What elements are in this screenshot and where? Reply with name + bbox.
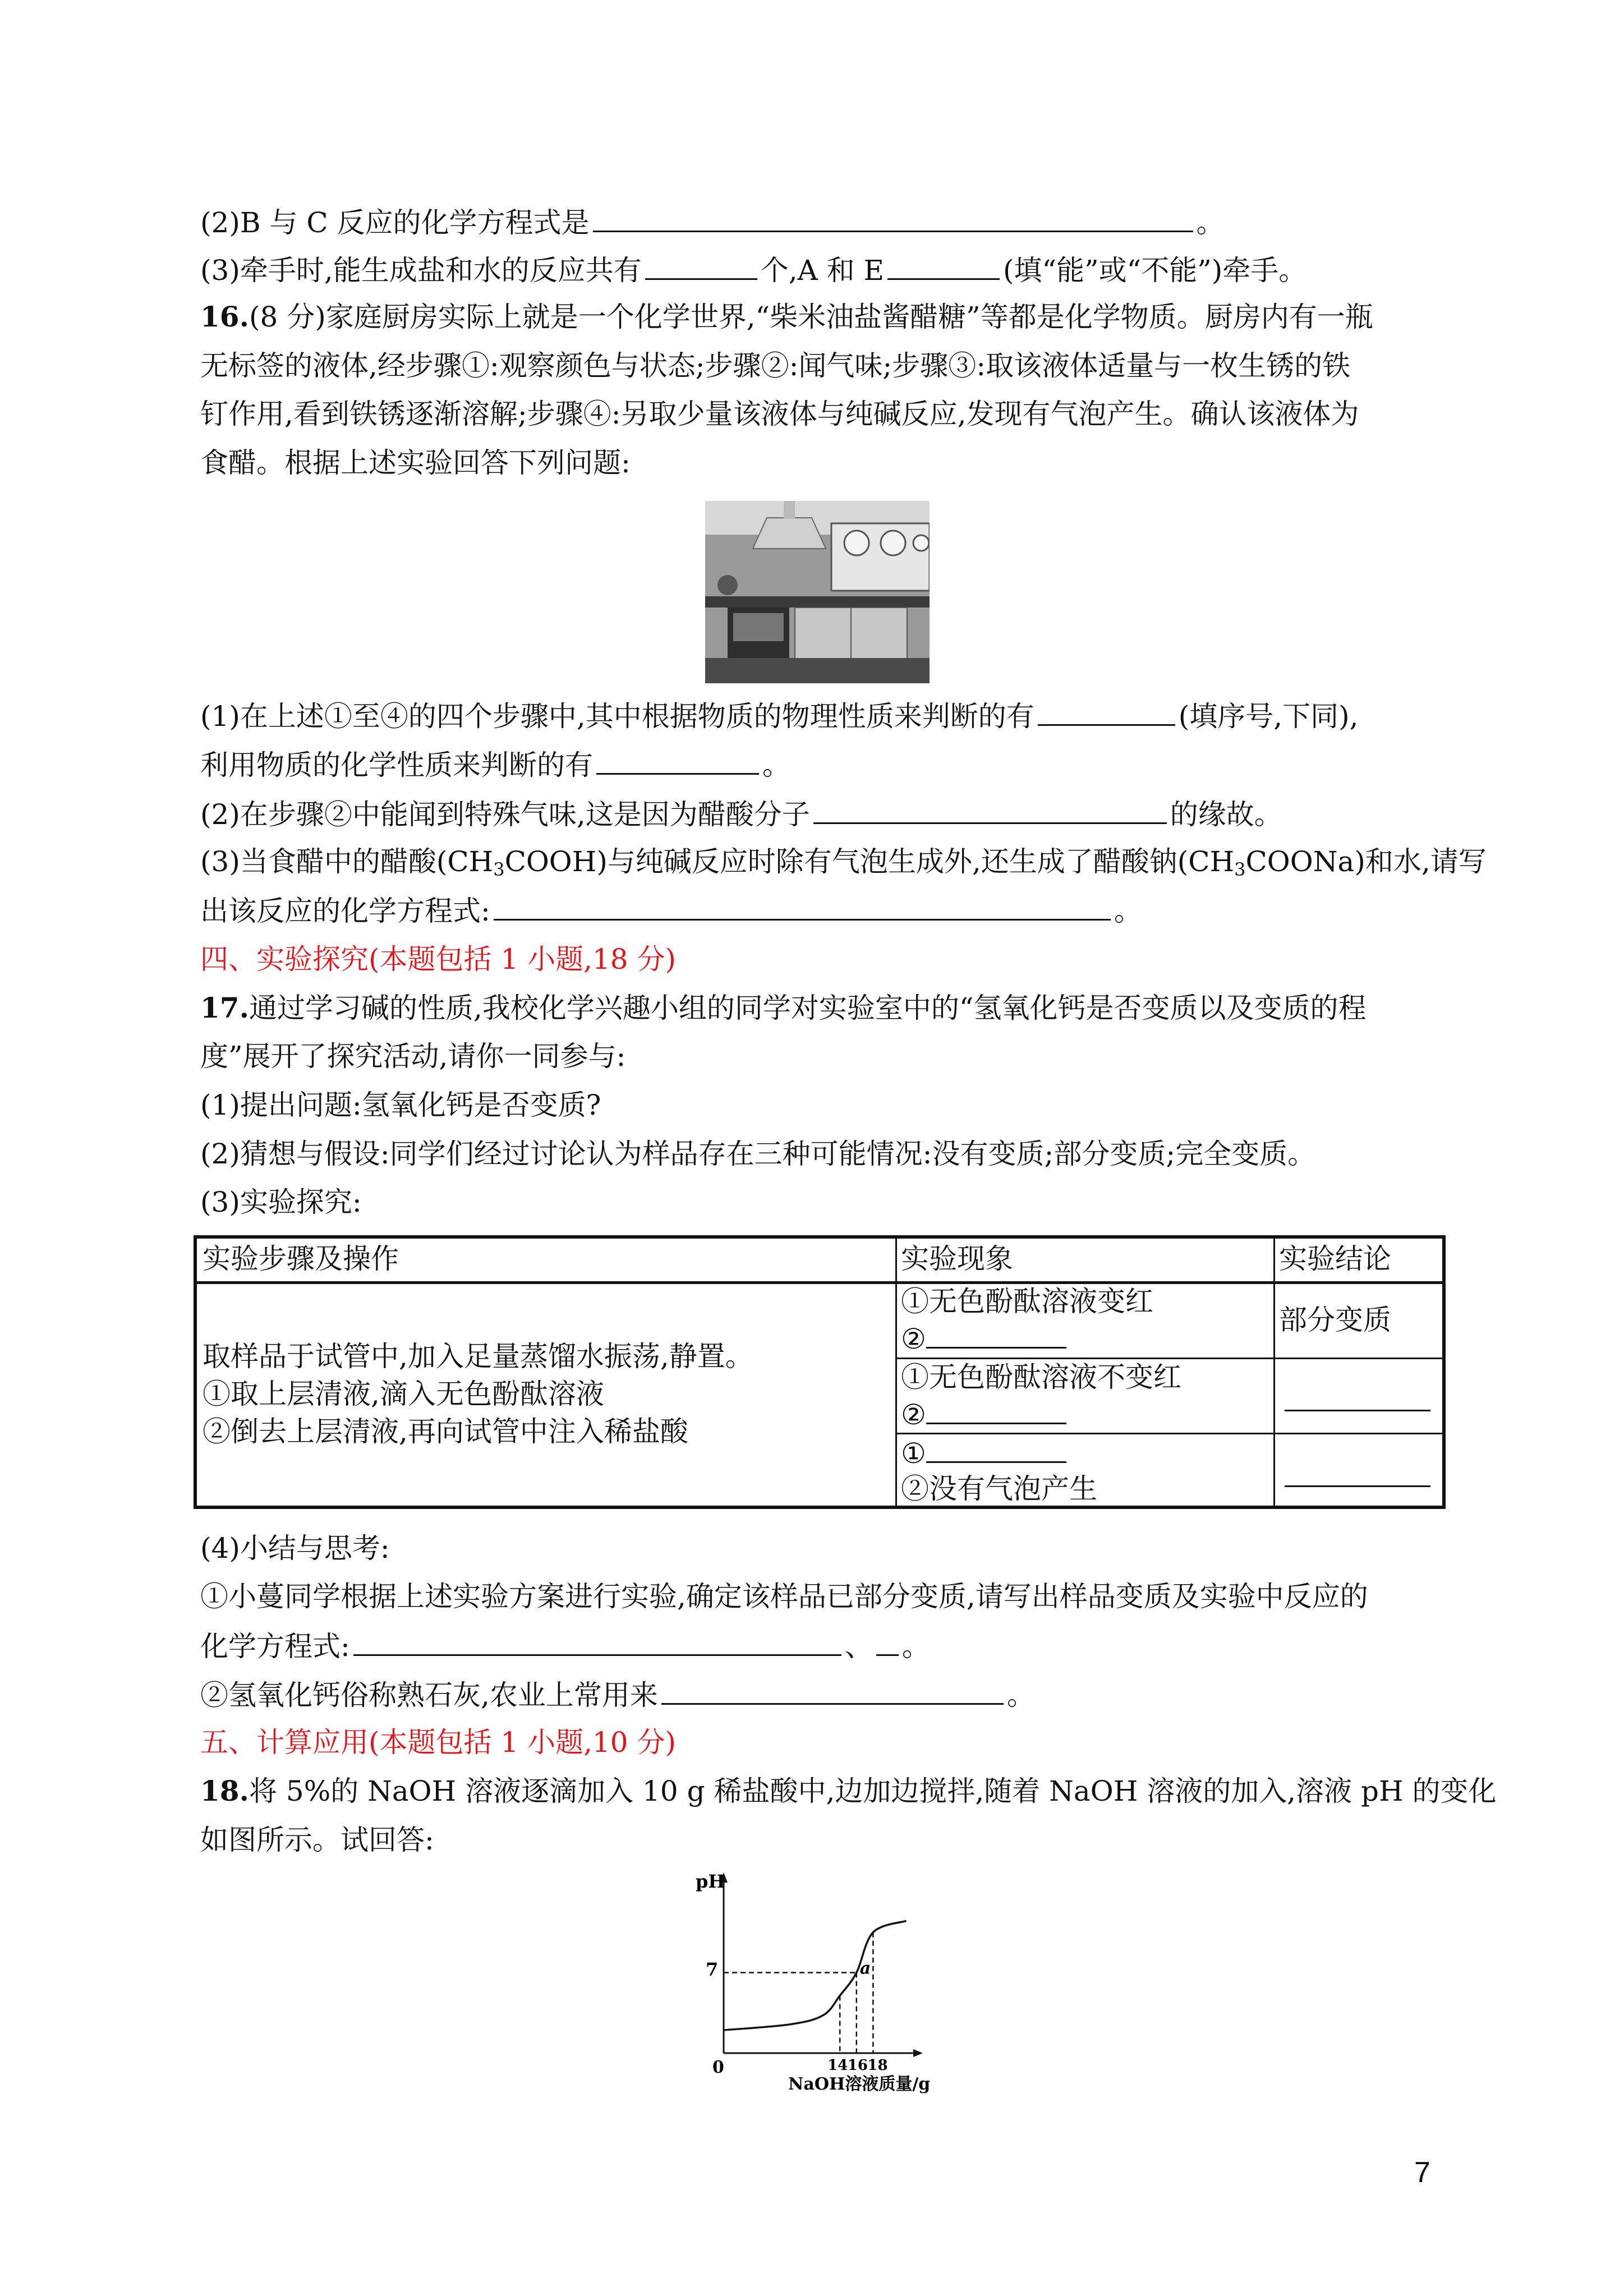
q16-sub3-end: 。 (1114, 895, 1142, 927)
table-header-observation: 实验现象 (901, 1243, 1013, 1275)
table-step-2: ①取上层清液,滴入无色酚酞溶液 (203, 1378, 604, 1410)
q17-p4: (4)小结与思考: (200, 1532, 390, 1565)
question-number: 17. (200, 991, 249, 1024)
q15-sub3-text-b: 个,A 和 E (760, 254, 885, 287)
ph-chart-svg (673, 1862, 954, 2104)
table-step-1: 取样品于试管中,加入足量蒸馏水振荡,静置。 (203, 1340, 753, 1373)
q16-sub1-a (200, 698, 1359, 733)
q16-intro-4: 食醋。根据上述实验回答下列问题: (200, 447, 631, 479)
q18-intro-2: 如图所示。试回答: (200, 1824, 434, 1856)
q16-sub3-d (200, 893, 1142, 928)
q16-sub3-text-b: COOH)与纯碱反应时除有气泡生成外,还生成了醋酸钠(CH (504, 845, 1235, 878)
ph-chart (673, 1862, 954, 2104)
kitchen-illustration (705, 501, 930, 683)
q18-intro-text: 将 5%的 NaOH 溶液逐滴加入 10 g 稀盐酸中,边加边搅拌,随着 NaOH 溶液的加入,溶液 pH 的变化 (249, 1775, 1497, 1807)
q16-intro-text: (8 分)家庭厨房实际上就是一个化学世界,“柴米油盐酱醋糖”等都是化学物质。厨房内有一瓶 (249, 301, 1373, 333)
answer-blank[interactable] (813, 797, 1167, 824)
q17-p4-2-text: ②氢氧化钙俗称熟石灰,农业上常用来 (200, 1679, 658, 1711)
row2-observation-2-label: ② (901, 1398, 926, 1431)
row2-observation-2 (901, 1397, 1066, 1432)
table-divider (895, 1239, 897, 1506)
q17-p4-1-separator: 、 (844, 1630, 873, 1663)
q16-sub3-text-a: (3)当食醋中的醋酸(CH (200, 845, 494, 878)
y-axis-label: pH (696, 1871, 725, 1892)
q16-sub1-text-c: 利用物质的化学性质来判断的有 (200, 749, 593, 781)
answer-blank[interactable] (926, 1435, 1066, 1463)
q17-intro-text: 通过学习碱的性质,我校化学兴趣小组的同学对实验室中的“氢氧化钙是否变质以及变质的程 (249, 992, 1367, 1024)
q17-p4-1-end: 。 (901, 1630, 930, 1663)
table-header-steps: 实验步骤及操作 (203, 1243, 399, 1275)
x-tick-14: 14 (827, 2057, 848, 2074)
answer-blank[interactable] (926, 1397, 1066, 1424)
q16-intro-2: 无标签的液体,经步骤①:观察颜色与状态;步骤②:闻气味;步骤③:取该液体适量与一枚生锈的铁 (200, 349, 1351, 382)
answer-blank[interactable] (876, 1628, 899, 1656)
q16-sub1-text-b: (填序号,下同), (1178, 700, 1359, 733)
point-a-label: a (859, 1958, 871, 1978)
subscript: 3 (493, 859, 505, 880)
q16-sub2-text-b: 的缘故。 (1170, 798, 1282, 831)
table-row-rule (895, 1433, 1442, 1434)
section-heading-4: 四、实验探究(本题包括 1 小题,18 分) (200, 943, 677, 976)
section-heading-5: 五、计算应用(本题包括 1 小题,10 分) (200, 1726, 677, 1759)
q15-sub3 (200, 252, 1306, 287)
row1-observation-1: ①无色酚酞溶液变红 (901, 1285, 1153, 1318)
q17-p1: (1)提出问题:氢氧化钙是否变质? (200, 1089, 601, 1121)
page-number: 7 (1414, 2156, 1430, 2189)
answer-blank[interactable] (887, 252, 1000, 280)
origin-label: 0 (712, 2058, 724, 2077)
q16-sub1-text-a: (1)在上述①至④的四个步骤中,其中根据物质的物理性质来判断的有 (200, 700, 1034, 733)
question-number: 16. (200, 300, 249, 333)
answer-blank[interactable] (926, 1321, 1066, 1349)
q15-sub3-text-c: (填“能”或“不能”)牵手。 (1003, 254, 1307, 287)
table-header-conclusion: 实验结论 (1279, 1243, 1391, 1275)
answer-blank[interactable] (661, 1677, 1004, 1705)
row1-observation-2 (901, 1321, 1066, 1356)
answer-blank[interactable] (645, 252, 757, 280)
q17-p4-2 (200, 1677, 1035, 1712)
row1-conclusion: 部分变质 (1279, 1304, 1391, 1336)
q16-sub2 (200, 797, 1282, 831)
q16-sub2-text-a: (2)在步骤②中能闻到特殊气味,这是因为醋酸分子 (200, 798, 810, 831)
table-row-rule (895, 1358, 1442, 1359)
answer-blank[interactable] (593, 205, 1193, 232)
x-tick-labels (827, 2057, 887, 2074)
answer-blank[interactable] (596, 747, 759, 775)
q15-sub2-end: 。 (1196, 206, 1225, 239)
q17-p4-1a: ①小蔓同学根据上述实验方案进行实验,确定该样品已部分变质,请写出样品变质及实验中反应的 (200, 1580, 1368, 1613)
q15-sub2-text: (2)B 与 C 反应的化学方程式是 (200, 206, 590, 239)
row3-observation-1 (901, 1435, 1066, 1470)
table-header-rule (197, 1281, 1442, 1284)
q17-intro-2: 度”展开了探究活动,请你一同参与: (200, 1040, 626, 1073)
q15-sub2 (200, 205, 1225, 240)
experiment-table (194, 1235, 1446, 1509)
q17-intro-1 (200, 991, 1366, 1025)
q17-p4-1b-text: 化学方程式: (200, 1630, 350, 1663)
q16-sub1-c (200, 747, 790, 782)
row3-observation-2: ②没有气泡产生 (901, 1473, 1097, 1505)
q15-sub3-text-a: (3)牵手时,能生成盐和水的反应共有 (200, 254, 642, 287)
q17-p3: (3)实验探究: (200, 1186, 362, 1218)
x-axis-label: NaOH溶液质量/g (788, 2074, 931, 2094)
guide-lines (724, 1932, 873, 2053)
y-tick-7: 7 (706, 1959, 719, 1980)
x-tick-16: 16 (847, 2057, 868, 2074)
q17-p2: (2)猜想与假设:同学们经过讨论认为样品存在三种可能情况:没有变质;部分变质;完全变质。 (200, 1138, 1316, 1170)
q17-p4-2-end: 。 (1006, 1679, 1035, 1711)
q16-sub3-text-d: 出该反应的化学方程式: (200, 895, 490, 927)
row2-observation-1: ①无色酚酞溶液不变红 (901, 1361, 1181, 1393)
row1-observation-2-label: ② (901, 1323, 926, 1355)
q17-p4-1b (200, 1628, 930, 1663)
table-step-3: ②倒去上层清液,再向试管中注入稀盐酸 (203, 1415, 688, 1448)
q16-sub3 (200, 845, 1487, 886)
q16-sub3-text-c: COONa)和水,请写 (1245, 845, 1487, 878)
q18-intro-1 (200, 1774, 1497, 1808)
ph-curve (724, 1921, 907, 2030)
x-axis-arrow (913, 2049, 923, 2057)
row3-conclusion-blank[interactable] (1285, 1485, 1430, 1487)
q16-intro-1 (200, 300, 1373, 334)
x-tick-18: 18 (867, 2057, 888, 2074)
row2-conclusion-blank[interactable] (1285, 1410, 1430, 1411)
question-number: 18. (200, 1774, 249, 1807)
table-divider (1273, 1239, 1275, 1506)
kitchen-photo (705, 501, 930, 683)
answer-blank[interactable] (353, 1628, 841, 1656)
answer-blank[interactable] (1038, 698, 1175, 726)
q16-sub1-end: 。 (762, 749, 790, 781)
subscript: 3 (1234, 859, 1246, 880)
answer-blank[interactable] (494, 893, 1111, 921)
row3-observation-1-label: ① (901, 1437, 926, 1470)
q16-intro-3: 钉作用,看到铁锈逐渐溶解;步骤④:另取少量该液体与纯碱反应,发现有气泡产生。确认该液体为 (200, 398, 1359, 430)
